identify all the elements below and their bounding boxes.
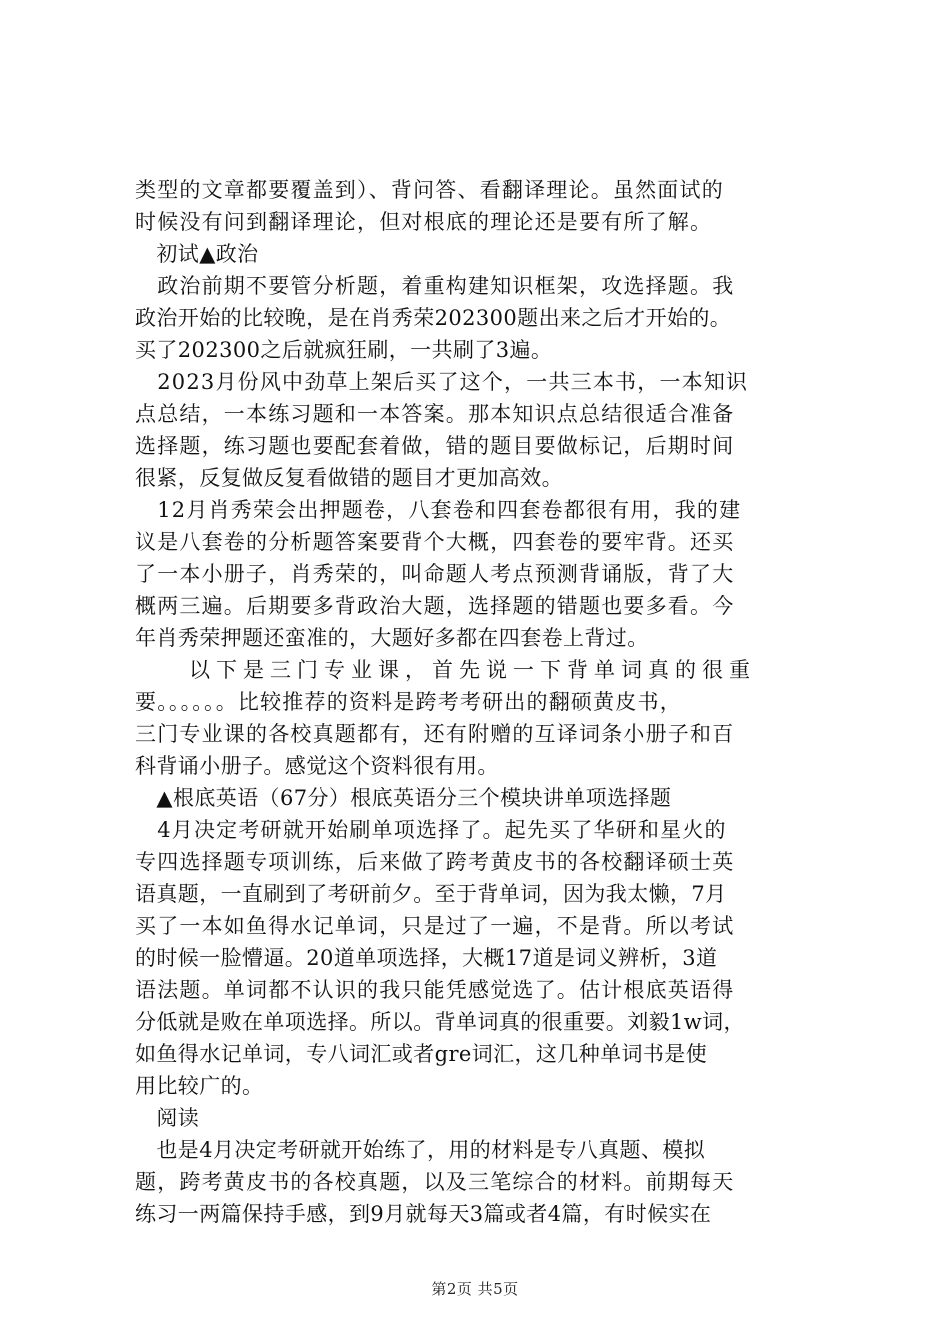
text-line: 了一本小册子，肖秀荣的，叫命题人考点预测背诵版，背了大 bbox=[135, 562, 735, 586]
text-line: 选择题，练习题也要配套着做，错的题目要做标记，后期时间 bbox=[135, 434, 735, 458]
text-line: 以下是三门专业课，首先说一下背单词真的很重 bbox=[135, 658, 756, 682]
text-line: 分低就是败在单项选择。所以。背单词真的很重要。刘毅1w词， bbox=[135, 1010, 745, 1034]
page-footer: 第2页 共5页 bbox=[431, 1280, 519, 1298]
text-line: 很紧，反复做反复看做错的题目才更加高效。 bbox=[135, 466, 563, 490]
text-line: 如鱼得水记单词，专八词汇或者gre词汇，这几种单词书是使 bbox=[135, 1042, 708, 1066]
text-line: 点总结，一本练习题和一本答案。那本知识点总结很适合准备 bbox=[135, 402, 735, 426]
text-line: 政治开始的比较晚，是在肖秀荣202300题出来之后才开始的。 bbox=[135, 306, 732, 330]
text-line: 政治前期不要管分析题，着重构建知识框架，攻选择题。我 bbox=[135, 274, 735, 298]
text-line: 三门专业课的各校真题都有，还有附赠的互译词条小册子和百 bbox=[135, 722, 735, 746]
text-line: 买了202300之后就疯狂刷，一共刷了3遍。 bbox=[135, 338, 553, 362]
text-line: 用比较广的。 bbox=[135, 1074, 264, 1098]
text-line: 议是八套卷的分析题答案要背个大概，四套卷的要牢背。还买 bbox=[135, 530, 735, 554]
text-line: 年肖秀荣押题还蛮准的，大题好多都在四套卷上背过。 bbox=[135, 626, 649, 650]
section-heading-politics: 初试▲政治 bbox=[135, 242, 259, 266]
section-heading-basic-english: ▲根底英语（67分）根底英语分三个模块讲单项选择题 bbox=[135, 786, 672, 810]
text-line: 类型的文章都要覆盖到）、背问答、看翻译理论。虽然面试的 bbox=[135, 178, 724, 202]
text-line: 科背诵小册子。感觉这个资料很有用。 bbox=[135, 754, 499, 778]
text-line: 4月决定考研就开始刷单项选择了。起先买了华研和星火的 bbox=[135, 818, 727, 842]
text-line: 2023月份风中劲草上架后买了这个，一共三本书，一本知识 bbox=[135, 370, 749, 394]
text-line: 的时候一脸懵逼。20道单项选择，大概17道是词义辨析，3道 bbox=[135, 946, 718, 970]
text-line: 题，跨考黄皮书的各校真题，以及三笔综合的材料。前期每天 bbox=[135, 1170, 735, 1194]
text-line: 买了一本如鱼得水记单词，只是过了一遍，不是背。所以考试 bbox=[135, 914, 735, 938]
text-line: 语真题，一直刷到了考研前夕。至于背单词，因为我太懒，7月 bbox=[135, 882, 727, 906]
text-line: 练习一两篇保持手感，到9月就每天3篇或者4篇，有时候实在 bbox=[135, 1202, 712, 1226]
text-line: 语法题。单词都不认识的我只能凭感觉选了。估计根底英语得 bbox=[135, 978, 735, 1002]
text-line: 也是4月决定考研就开始练了，用的材料是专八真题、模拟 bbox=[135, 1138, 706, 1162]
text-line: 12月肖秀荣会出押题卷，八套卷和四套卷都很有用，我的建 bbox=[135, 498, 742, 522]
section-heading-reading: 阅读 bbox=[135, 1106, 200, 1130]
text-line: 要。。。。。。比较推荐的资料是跨考考研出的翻硕黄皮书， bbox=[135, 690, 682, 714]
text-line: 时候没有问到翻译理论，但对根底的理论还是要有所了解。 bbox=[135, 210, 713, 234]
text-line: 概两三遍。后期要多背政治大题，选择题的错题也要多看。今 bbox=[135, 594, 735, 618]
text-line: 专四选择题专项训练，后来做了跨考黄皮书的各校翻译硕士英 bbox=[135, 850, 735, 874]
document-body bbox=[135, 174, 835, 1230]
